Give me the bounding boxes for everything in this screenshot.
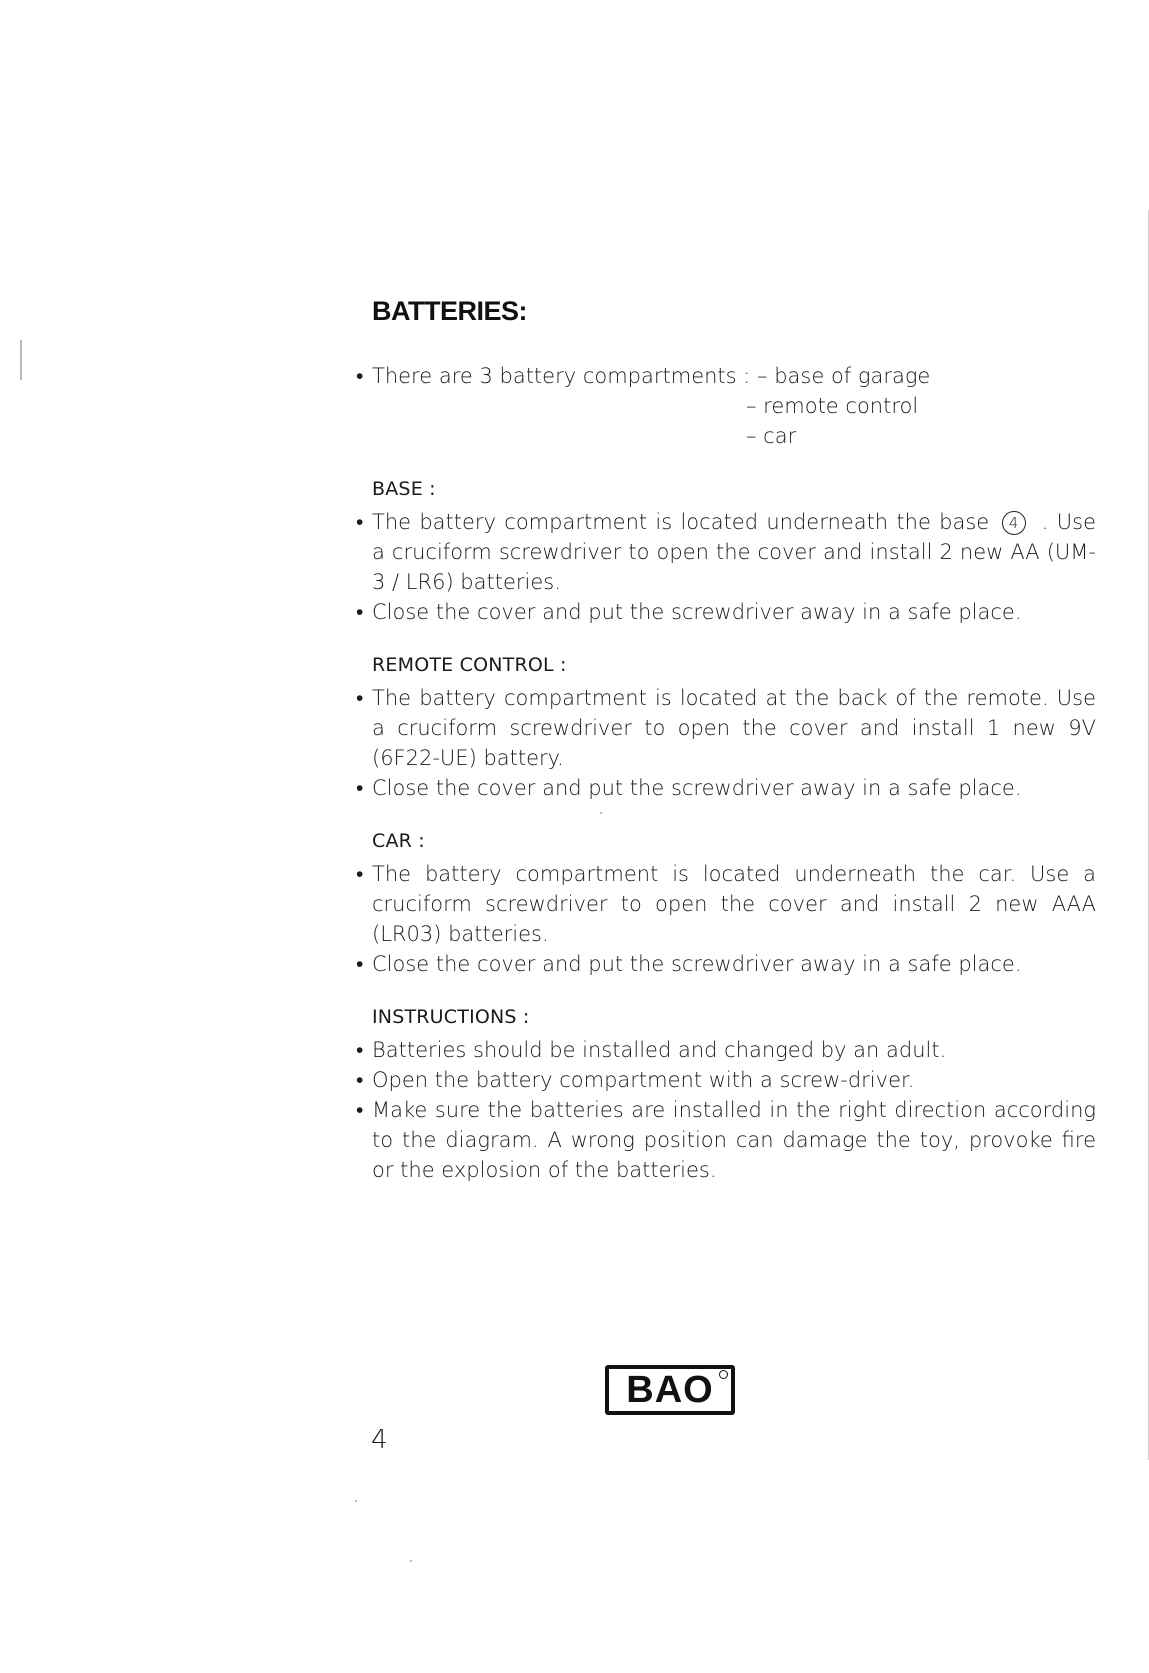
list-item xyxy=(356,1095,1096,1185)
list-item xyxy=(356,859,1096,949)
item-text: The battery compartment is located underneath the base xyxy=(372,510,998,534)
compartment-item: – remote control xyxy=(746,394,919,418)
bullet-icon: • xyxy=(356,510,364,534)
item-text: Close the cover and put the screwdriver away in a safe place. xyxy=(372,600,1022,624)
item-text: Close the cover and put the screwdriver away in a safe place. xyxy=(372,952,1022,976)
intro-bullet xyxy=(356,361,1096,391)
list-item xyxy=(356,507,1096,597)
bullet-icon: • xyxy=(356,364,364,388)
section-list xyxy=(356,1035,1096,1185)
scan-speck xyxy=(355,1500,357,1502)
sections-container xyxy=(356,475,1096,1185)
item-text: The battery compartment is located underneath the car. Use a cruciform screwdriver to open the cover and install 2 new AAA (LR03) batteries. xyxy=(372,862,1096,946)
list-item xyxy=(356,1065,1096,1095)
scan-speck xyxy=(20,340,22,380)
item-text: Open the battery compartment with a screw-driver. xyxy=(372,1068,915,1092)
bullet-icon: • xyxy=(356,952,364,976)
compartment-item: – base of garage xyxy=(757,364,931,388)
item-text-continued: . Use a cruciform screwdriver to open the cover and install 2 new AA (UM-3 / LR6) batteries. xyxy=(372,510,1096,594)
bullet-icon: • xyxy=(356,600,364,624)
bullet-icon: • xyxy=(356,686,364,710)
section-heading: REMOTE CONTROL : xyxy=(372,654,567,676)
bullet-icon: • xyxy=(356,1098,364,1122)
section-list xyxy=(356,683,1096,803)
content-area xyxy=(356,296,1096,1185)
list-item xyxy=(356,597,1096,627)
page-number: 4 xyxy=(371,1425,388,1455)
list-item xyxy=(356,773,1096,803)
section-list xyxy=(356,507,1096,627)
section-heading: INSTRUCTIONS : xyxy=(372,1006,530,1028)
bullet-icon: • xyxy=(356,1068,364,1092)
scan-speck xyxy=(600,812,602,814)
circled-number-icon: 4 xyxy=(1002,511,1026,535)
item-text: Make sure the batteries are installed in the right direction according to the diagram. A wrong position can damage the toy, provoke fire or the explosion of the batteries. xyxy=(372,1098,1096,1182)
item-text: Close the cover and put the screwdriver away in a safe place. xyxy=(372,776,1022,800)
section-heading: CAR : xyxy=(372,830,425,852)
list-item xyxy=(356,949,1096,979)
section-heading: BASE : xyxy=(372,478,436,500)
list-item xyxy=(356,683,1096,773)
section-list xyxy=(356,859,1096,979)
list-item xyxy=(356,1035,1096,1065)
page-title: BATTERIES: xyxy=(372,296,527,326)
compartment-item: – car xyxy=(746,424,797,448)
bullet-icon: • xyxy=(356,1038,364,1062)
bullet-icon: • xyxy=(356,776,364,800)
logo-text: BAO xyxy=(626,1368,714,1411)
intro-text: There are 3 battery compartments : xyxy=(372,364,758,388)
bullet-icon: • xyxy=(356,862,364,886)
scan-speck xyxy=(410,1560,412,1562)
bao-logo xyxy=(605,1365,735,1415)
item-text: Batteries should be installed and changed by an adult. xyxy=(372,1038,947,1062)
registered-mark-icon xyxy=(719,1370,728,1379)
item-text: The battery compartment is located at the back of the remote. Use a cruciform screwdriver to open the cover and install 1 new 9V (6F22-UE) battery. xyxy=(372,686,1096,770)
